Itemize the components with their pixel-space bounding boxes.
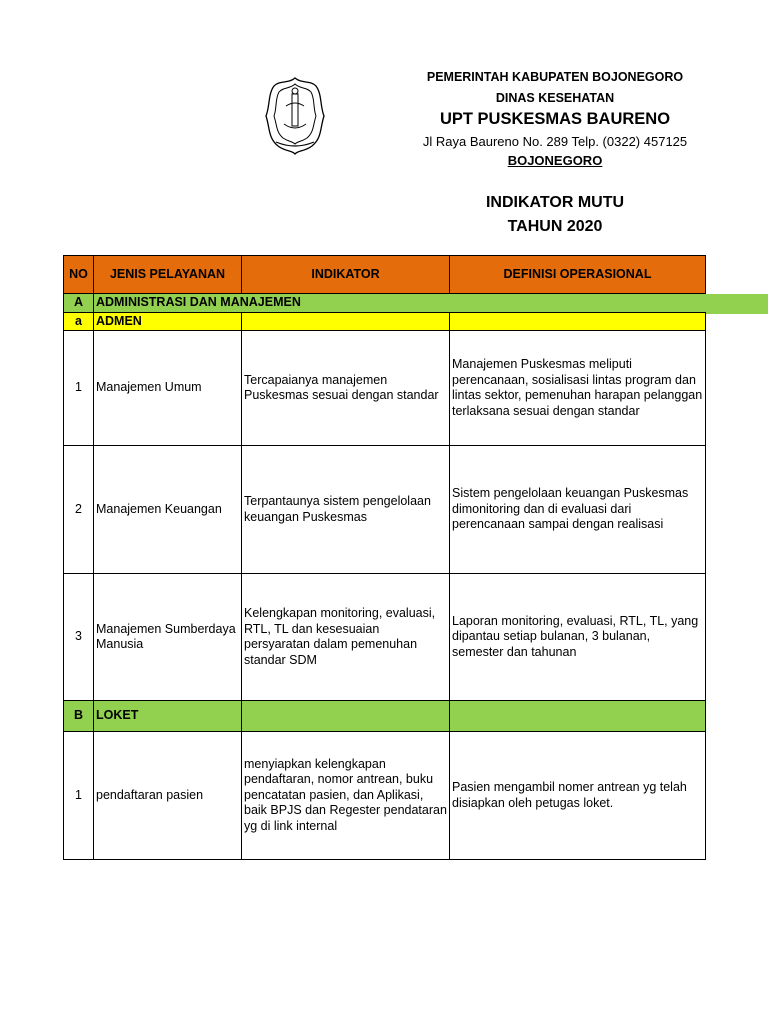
table-row: [64, 331, 706, 446]
section-row-b: [64, 701, 706, 732]
row-no: 1: [64, 331, 94, 446]
table-row: [64, 446, 706, 574]
header-indikator: INDIKATOR: [242, 256, 450, 294]
row-definisi: Pasien mengambil nomer antrean yg telah disiapkan oleh petugas loket.: [450, 732, 706, 860]
subsection-code: a: [64, 313, 94, 331]
row-no: 1: [64, 732, 94, 860]
header-jenis: JENIS PELAYANAN: [94, 256, 242, 294]
row-indikator: Terpantaunya sistem pengelolaan keuangan Puskesmas: [242, 446, 450, 574]
subsection-row-a: [64, 313, 706, 331]
table-header-row: [64, 256, 706, 294]
row-indikator: Tercapaianya manajemen Puskesmas sesuai dengan standar: [242, 331, 450, 446]
subsection-label: ADMEN: [94, 313, 242, 331]
section-row-a: [64, 294, 706, 313]
document-title: INDIKATOR MUTU: [485, 194, 625, 211]
row-indikator: Kelengkapan monitoring, evaluasi, RTL, TL dan kesesuaian persyaratan dalam pemenuhan standar SDM: [242, 574, 450, 701]
section-code: B: [64, 701, 94, 732]
header-no: NO: [64, 256, 94, 294]
row-no: 3: [64, 574, 94, 701]
row-jenis: Manajemen Umum: [94, 331, 242, 446]
document-year: TAHUN 2020: [507, 218, 603, 235]
table-row: [64, 574, 706, 701]
row-jenis: pendaftaran pasien: [94, 732, 242, 860]
header-definisi: DEFINISI OPERASIONAL: [450, 256, 706, 294]
row-jenis: Manajemen Sumberdaya Manusia: [94, 574, 242, 701]
table-row: [64, 732, 706, 860]
row-definisi: Sistem pengelolaan keuangan Puskesmas dimonitoring dan di evaluasi dari perencanaan sampai dengan realisasi: [450, 446, 706, 574]
section-code: A: [64, 294, 94, 313]
section-label: ADMINISTRASI DAN MANAJEMEN: [94, 294, 706, 313]
header-government: PEMERINTAH KABUPATEN BOJONEGORO: [426, 70, 684, 84]
header-address: Jl Raya Baureno No. 289 Telp. (0322) 457125: [422, 134, 688, 149]
row-definisi: Laporan monitoring, evaluasi, RTL, TL, yang dipantau setiap bulanan, 3 bulanan, semester dan tahunan: [450, 574, 706, 701]
header-institution: UPT PUSKESMAS BAURENO: [439, 110, 671, 128]
row-definisi: Manajemen Puskesmas meliputi perencanaan, sosialisasi lintas program dan lintas sektor, pemenuhan harapan pelanggan terlaksana sesuai dengan standar: [450, 331, 706, 446]
section-label: LOKET: [94, 701, 242, 732]
bojonegoro-emblem-icon: [262, 76, 328, 156]
row-no: 2: [64, 446, 94, 574]
row-jenis: Manajemen Keuangan: [94, 446, 242, 574]
indicator-table: [63, 255, 706, 860]
header-department: DINAS KESEHATAN: [495, 91, 615, 105]
row-indikator: menyiapkan kelengkapan pendaftaran, nomor antrean, buku pencatatan pasien, dan Aplikasi, baik BPJS dan Regester pendataran yg di link internal: [242, 732, 450, 860]
section-highlight-extension: [705, 294, 768, 314]
header-city: BOJONEGORO: [507, 153, 603, 168]
